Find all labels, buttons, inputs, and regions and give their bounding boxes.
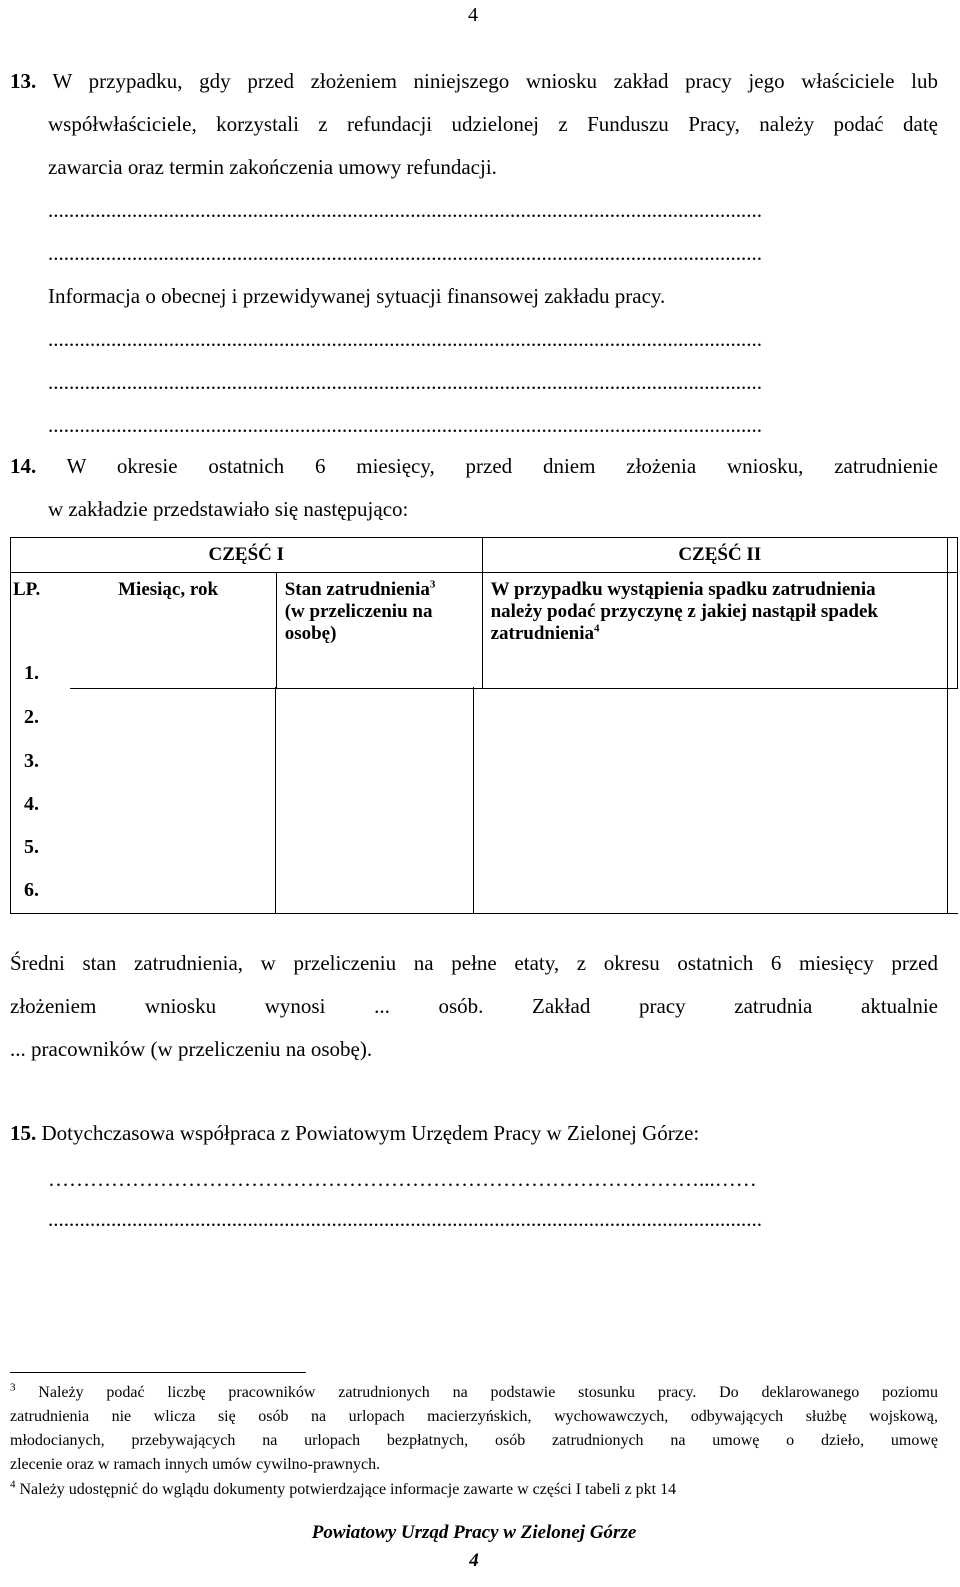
dotted-answer-line[interactable]: ........................................................................................................................................ bbox=[48, 241, 762, 265]
page-number-top: 4 bbox=[468, 4, 478, 26]
employment-table bbox=[10, 537, 958, 689]
section-15-text: Dotychczasowa współpraca z Powiatowym Urzędem Pracy w Zielonej Górze: bbox=[41, 1121, 700, 1145]
table-row: 2. bbox=[24, 706, 39, 728]
table-row: 5. bbox=[24, 836, 39, 858]
dotted-answer-line[interactable]: ........................................................................................................................................ bbox=[48, 370, 762, 394]
avg-employment-line3: ... pracowników (w przeliczeniu na osobę). bbox=[10, 1037, 373, 1061]
section-13-line2: współwłaściciele, korzystali z refundacji udzielonej z Funduszu Pracy, należy podać datę bbox=[48, 112, 938, 136]
col-reason-header[interactable]: W przypadku wystąpienia spadku zatrudnienia należy podać przyczynę z jakiej nastąpił spadek zatrudnienia$^4$ bbox=[482, 573, 957, 689]
section-13 bbox=[10, 60, 938, 103]
col-lp-header: LP. bbox=[11, 573, 71, 689]
section-13-line3: zawarcia oraz termin zakończenia umowy refundacji. bbox=[48, 155, 497, 179]
table-row-labels bbox=[24, 652, 39, 912]
footnote-separator bbox=[10, 1372, 306, 1373]
col-month-header: Miesiąc, rok bbox=[70, 573, 276, 689]
section-13-number: 13. bbox=[10, 69, 37, 93]
dotted-answer-line[interactable]: ........................................................................................................................................ bbox=[48, 413, 762, 437]
footnote-3: $^3$ Należy podać liczbę pracowników zatrudnionych na podstawie stosunku pracy. Do deklarowanego poziomu zatrudnienia nie wlicza się osób na urlopach macierzyńskich, wychowawczych, odbywających służbę wojskową, młodocianych, przebywających na urlopach bezpłatnych, osób zatrudnionych na umowę o dzieło, umowę zlecenie oraz w ramach innych umów cywilno-prawnych. bbox=[10, 1381, 938, 1473]
table-row: 6. bbox=[24, 879, 39, 901]
dotted-answer-line[interactable]: ........................................................................................................................................ bbox=[48, 327, 762, 351]
section-14-line2: w zakładzie przedstawiało się następująco: bbox=[48, 497, 409, 521]
table-row: 3. bbox=[24, 750, 39, 772]
avg-employment-line1: Średni stan zatrudnienia, w przeliczeniu na pełne etaty, z okresu ostatnich 6 miesięcy przed bbox=[10, 951, 938, 975]
col-employment-header: Stan zatrudnienia$^3$ (w przeliczeniu na osobę) bbox=[276, 573, 482, 689]
section-14-line1: W okresie ostatnich 6 miesięcy, przed dniem złożenia wniosku, zatrudnienie bbox=[66, 454, 938, 478]
section-15-number: 15. bbox=[10, 1121, 37, 1145]
table-row: 4. bbox=[24, 793, 39, 815]
section-13-line1: W przypadku, gdy przed złożeniem niniejszego wniosku zakład pracy jego właściciele lub bbox=[52, 69, 938, 93]
table-part2-header: CZĘŚĆ II bbox=[482, 538, 957, 573]
section-14-line1-wrap bbox=[10, 445, 938, 488]
section-14-number: 14. bbox=[10, 454, 37, 478]
avg-employment-line2: złożeniem wniosku wynosi ... osób. Zakład pracy zatrudnia aktualnie bbox=[10, 994, 938, 1018]
dotted-answer-line[interactable]: ........................................................................................................................................ bbox=[48, 198, 762, 222]
dotted-answer-line[interactable]: ........................................................................................................................................ bbox=[48, 1207, 762, 1231]
section-15 bbox=[10, 1112, 938, 1155]
table-part1-header: CZĘŚĆ I bbox=[11, 538, 483, 573]
footer-office: Powiatowy Urząd Pracy w Zielonej Górze bbox=[311, 1522, 637, 1543]
footnote-4: $^4$ Należy udostępnić do wglądu dokumenty potwierdzające informacje zawarte w części I tabeli z pkt 14 bbox=[10, 1478, 677, 1498]
financial-info-label: Informacja o obecnej i przewidywanej sytuacji finansowej zakładu pracy. bbox=[48, 284, 666, 308]
footer-page-number: 4 bbox=[469, 1550, 479, 1571]
table-row: 1. bbox=[24, 662, 39, 684]
dotted-answer-line[interactable]: …………………………………………………………………………………...…… bbox=[48, 1167, 757, 1191]
